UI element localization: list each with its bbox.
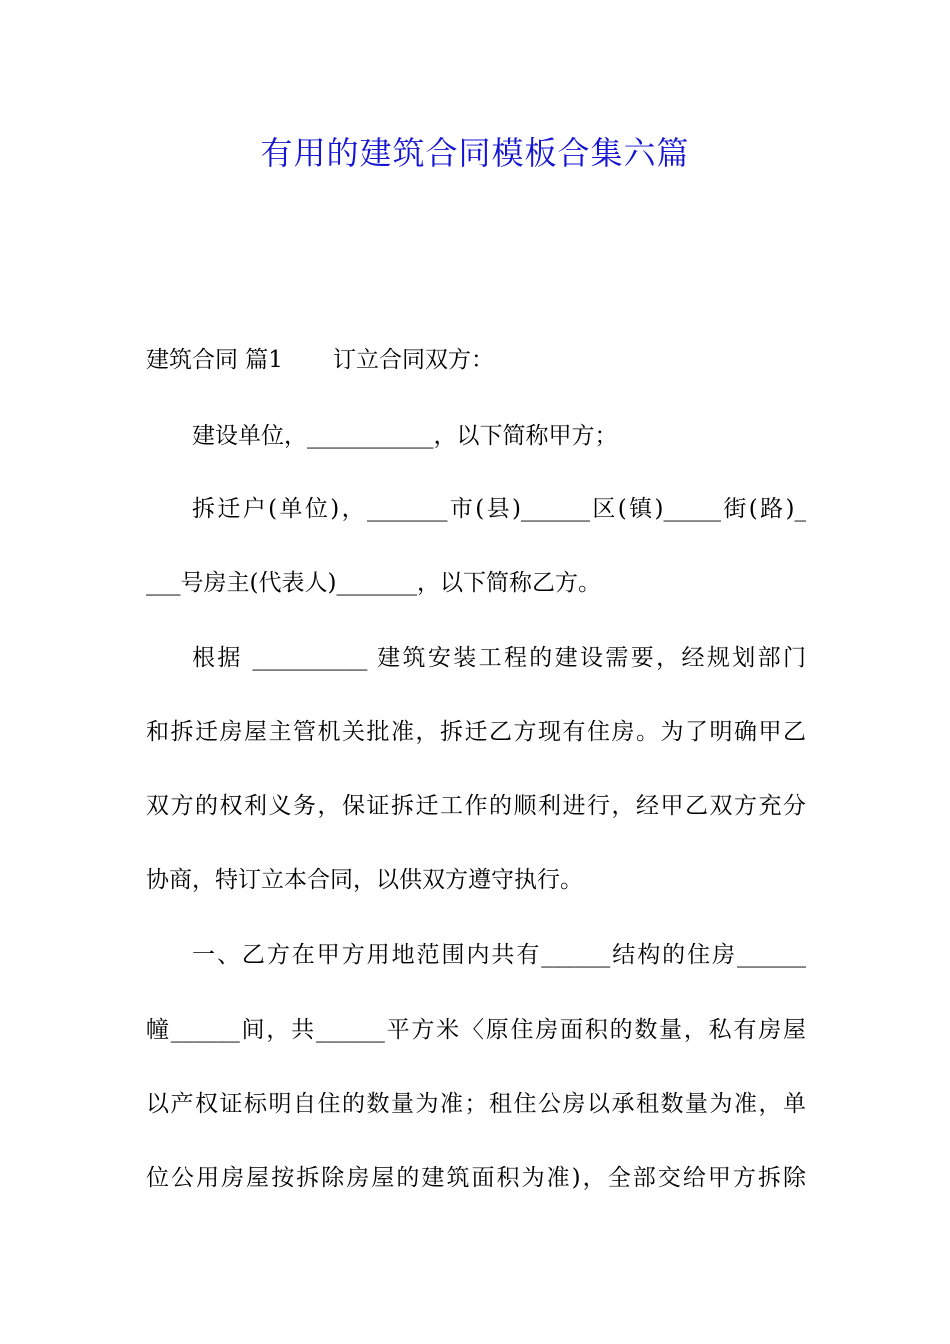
paragraph-line: 以产权证标明自住的数量为准；租住公房以承租数量为准，单 xyxy=(146,1091,806,1117)
paragraph-line: 双方的权利义务，保证拆迁工作的顺利进行，经甲乙双方充分 xyxy=(146,793,806,819)
paragraph-line: 根据 __________ 建筑安装工程的建设需要，经规划部门 xyxy=(192,645,806,671)
paragraph-line: 拆迁户(单位)，_______市(县)______区(镇)_____街(路)_ xyxy=(192,496,806,522)
contract-heading xyxy=(146,345,806,375)
contract-section-label: 建筑合同 篇1 xyxy=(146,347,283,373)
paragraph-line: 位公用房屋按拆除房屋的建筑面积为准)，全部交给甲方拆除 xyxy=(146,1165,806,1191)
paragraph-line: 协商，特订立本合同，以供双方遵守执行。 xyxy=(146,867,583,893)
paragraph-line: 和拆迁房屋主管机关批准，拆迁乙方现有住房。为了明确甲乙 xyxy=(146,719,806,745)
document-title: 有用的建筑合同模板合集六篇 xyxy=(260,134,690,172)
paragraph-line: 建设单位，___________，以下简称甲方； xyxy=(192,423,618,449)
paragraph-line: ___号房主(代表人)_______，以下简称乙方。 xyxy=(146,570,601,596)
paragraph-line: 幢______间，共______平方米〈原住房面积的数量，私有房屋 xyxy=(146,1017,806,1043)
paragraph-line: 一、乙方在甲方用地范围内共有______结构的住房______ xyxy=(192,942,806,968)
contract-parties-label: 订立合同双方： xyxy=(332,347,494,373)
